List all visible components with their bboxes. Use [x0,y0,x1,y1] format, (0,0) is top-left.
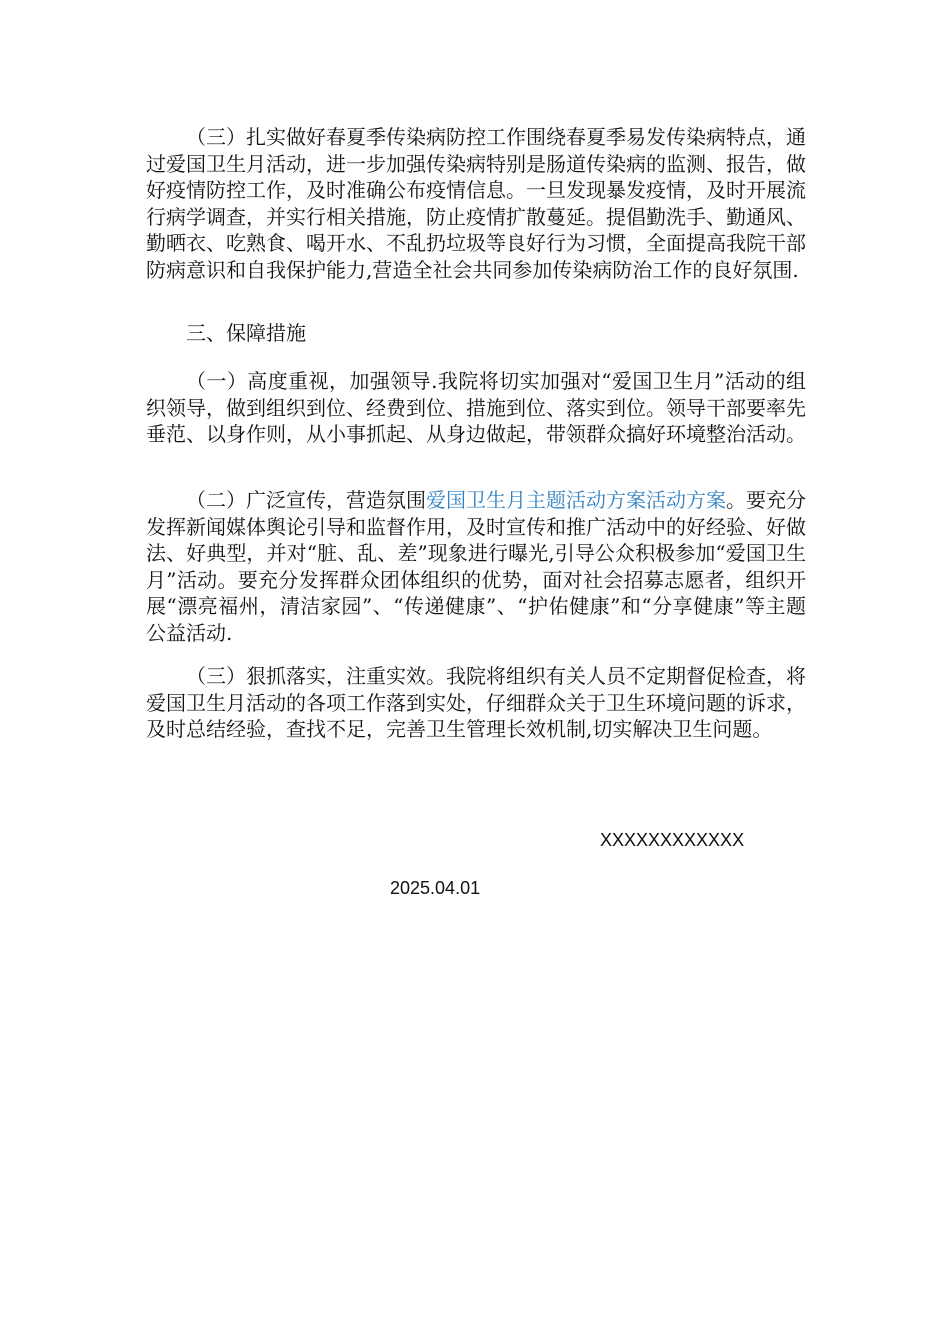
paragraph-measure-implementation: （三）狠抓落实，注重实效。我院将组织有关人员不定期督促检查，将爱国卫生月活动的各项工作落到实处，仔细群众关于卫生环境问题的诉求，及时总结经验，查找不足，完善卫生管理长效机制,切实解决卫生问题。 [146,664,806,741]
paragraph-infectious-disease-control: （三）扎实做好春夏季传染病防控工作围绕春夏季易发传染病特点，通过爱国卫生月活动，进一步加强传染病特别是肠道传染病的监测、报告，做好疫情防控工作，及时准确公布疫情信息。一旦发现暴发疫情，及时开展流行病学调查，并实行相关措施，防止疫情扩散蔓延。提倡勤洗手、勤通风、勤晒衣、吃熟食、喝开水、不乱扔垃圾等良好行为习惯，全面提高我院干部防病意识和自我保护能力,营造全社会共同参加传染病防治工作的良好氛围. [146,125,806,282]
paragraph-measure-publicity [146,487,806,646]
signature-date: 2025.04.01 [390,878,481,898]
paragraph-measure-leadership: （一）高度重视，加强领导.我院将切实加强对“爱国卫生月”活动的组织领导，做到组织到位、经费到位、措施到位、落实到位。领导干部要率先垂范、以身作则，从小事抓起、从身边做起，带领群众搞好环境整治活动。 [146,369,806,446]
measure-publicity-prefix: （二）广泛宣传，营造氛围 [186,488,426,512]
section-heading-safeguards: 三、保障措施 [186,321,306,345]
signature-organization: XXXXXXXXXXXX [600,830,745,850]
activity-plan-link[interactable]: 爱国卫生月主题活动方案活动方案 [426,488,726,512]
measure-publicity-body: 。要充分发挥新闻媒体舆论引导和监督作用，及时宣传和推广活动中的好经验、好做法、好典型，并对“脏、乱、差”现象进行曝光,引导公众积极参加“爱国卫生月”活动。要充分发挥群众团体组织的优势，面对社会招募志愿者，组织开展“漂亮福州，清洁家园”、“传递健康”、“护佑健康”和“分享健康”等主题公益活动. [146,488,806,645]
